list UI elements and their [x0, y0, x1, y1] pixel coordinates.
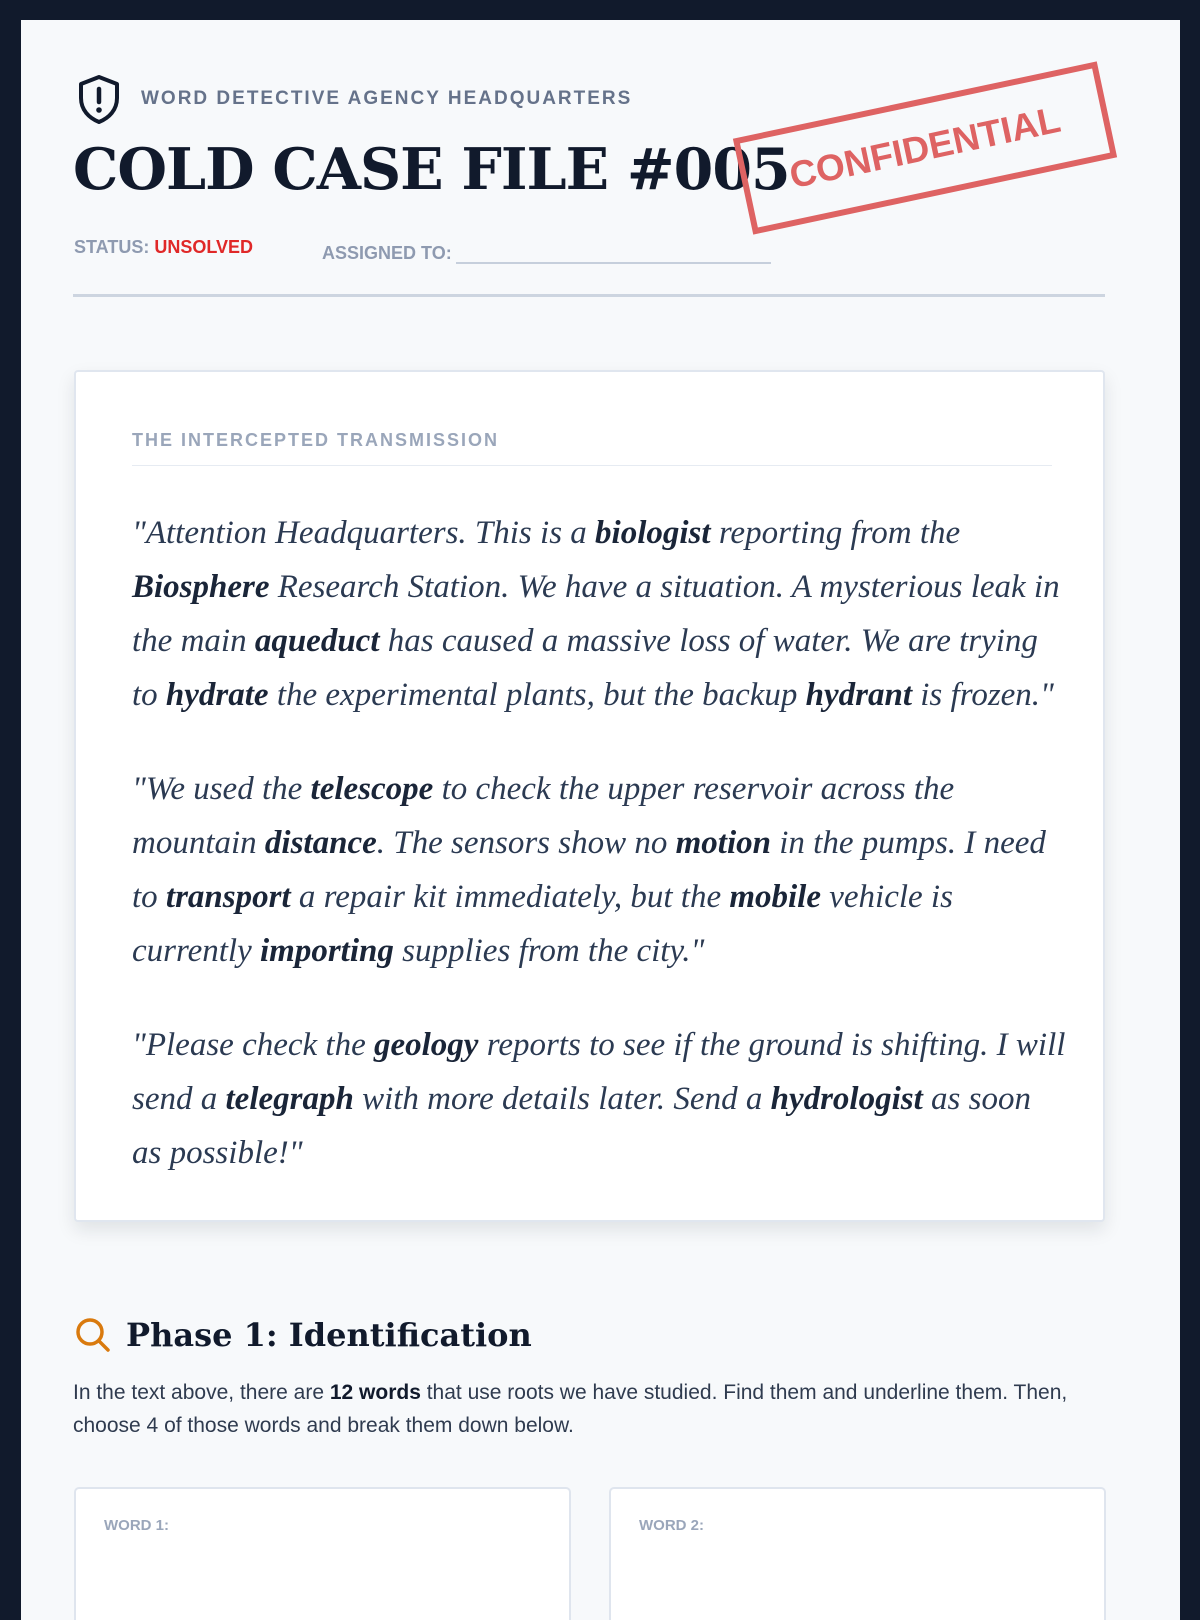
header-divider — [73, 294, 1105, 297]
transmission-heading: THE INTERCEPTED TRANSMISSION — [132, 430, 500, 450]
case-status — [74, 237, 253, 258]
instructions-text: that use roots we have studied. Find them and underline them. Then, choose 4 of those words and break them down below. — [73, 1381, 1068, 1437]
root-word: hydrologist — [770, 1081, 923, 1117]
root-word: geology — [373, 1027, 479, 1063]
transmission-text: the experimental plants, but the backup — [268, 677, 806, 713]
assigned-to — [322, 243, 771, 264]
search-icon — [74, 1316, 112, 1354]
shield-alert-icon — [77, 74, 121, 124]
transmission-text: with more details later. Send a — [353, 1081, 771, 1117]
transmission-text: reporting from the — [710, 515, 961, 551]
transmission-text: "Attention Headquarters. This is a — [132, 515, 596, 551]
root-word: distance — [264, 825, 377, 861]
transmission-text: a repair kit immediately, but the — [290, 879, 730, 915]
word-1-box[interactable] — [74, 1487, 571, 1620]
phase-1-instructions — [73, 1376, 1133, 1442]
root-word: transport — [165, 879, 291, 915]
phase-1-title: Phase 1: Identification — [126, 1316, 532, 1354]
root-word: motion — [675, 825, 771, 861]
transmission-text: "Please check the — [132, 1027, 374, 1063]
word-2-box[interactable] — [609, 1487, 1106, 1620]
assigned-label: ASSIGNED TO: — [322, 243, 452, 263]
transmission-text: as soon as possible!" — [132, 1081, 1031, 1171]
root-word: biologist — [595, 515, 711, 551]
root-word: mobile — [729, 879, 821, 915]
transmission-text: "We used the — [132, 771, 311, 807]
agency-header — [77, 74, 632, 124]
transmission-text: in the pumps. I need to — [132, 825, 1046, 915]
transmission-text: vehicle is currently — [132, 879, 953, 969]
transmission-text: is frozen." — [912, 677, 1054, 713]
word-2-label: WORD 2: — [639, 1517, 704, 1534]
transmission-text: Research Station. We have a situation. A mysterious leak in the main — [132, 569, 1060, 659]
root-word: telescope — [310, 771, 434, 807]
assigned-to-field[interactable] — [456, 248, 771, 264]
transmission-card — [74, 370, 1105, 1222]
root-word: hydrant — [805, 677, 913, 713]
root-word: hydrate — [165, 677, 269, 713]
root-word: telegraph — [225, 1081, 354, 1117]
phase-1-header — [74, 1316, 532, 1354]
transmission-text: supplies from the city." — [393, 933, 705, 969]
transmission-paragraph — [132, 506, 1067, 722]
transmission-text: has caused a massive loss of water. We are trying to — [132, 623, 1038, 713]
word-count: 12 words — [329, 1381, 421, 1404]
root-word: Biosphere — [132, 569, 270, 605]
confidential-stamp: CONFIDENTIAL — [733, 61, 1117, 234]
status-label: STATUS: — [74, 237, 150, 257]
agency-name: WORD DETECTIVE AGENCY HEADQUARTERS — [141, 88, 633, 109]
status-value: UNSOLVED — [154, 237, 254, 257]
root-word: importing — [260, 933, 394, 969]
transmission-text: to check the upper reservoir across the mountain — [132, 771, 955, 861]
root-word: aqueduct — [254, 623, 380, 659]
transmission-text: . The sensors show no — [376, 825, 676, 861]
case-file-page — [21, 20, 1180, 1620]
transmission-paragraph — [132, 1018, 1067, 1180]
transmission-text: reports to see if the ground is shifting. I will send a — [132, 1027, 1066, 1117]
word-1-label: WORD 1: — [104, 1517, 169, 1534]
transmission-paragraph — [132, 762, 1067, 978]
card-divider — [132, 465, 1052, 466]
page-title: COLD CASE FILE #005 — [73, 136, 790, 203]
instructions-text: In the text above, there are — [73, 1381, 330, 1404]
